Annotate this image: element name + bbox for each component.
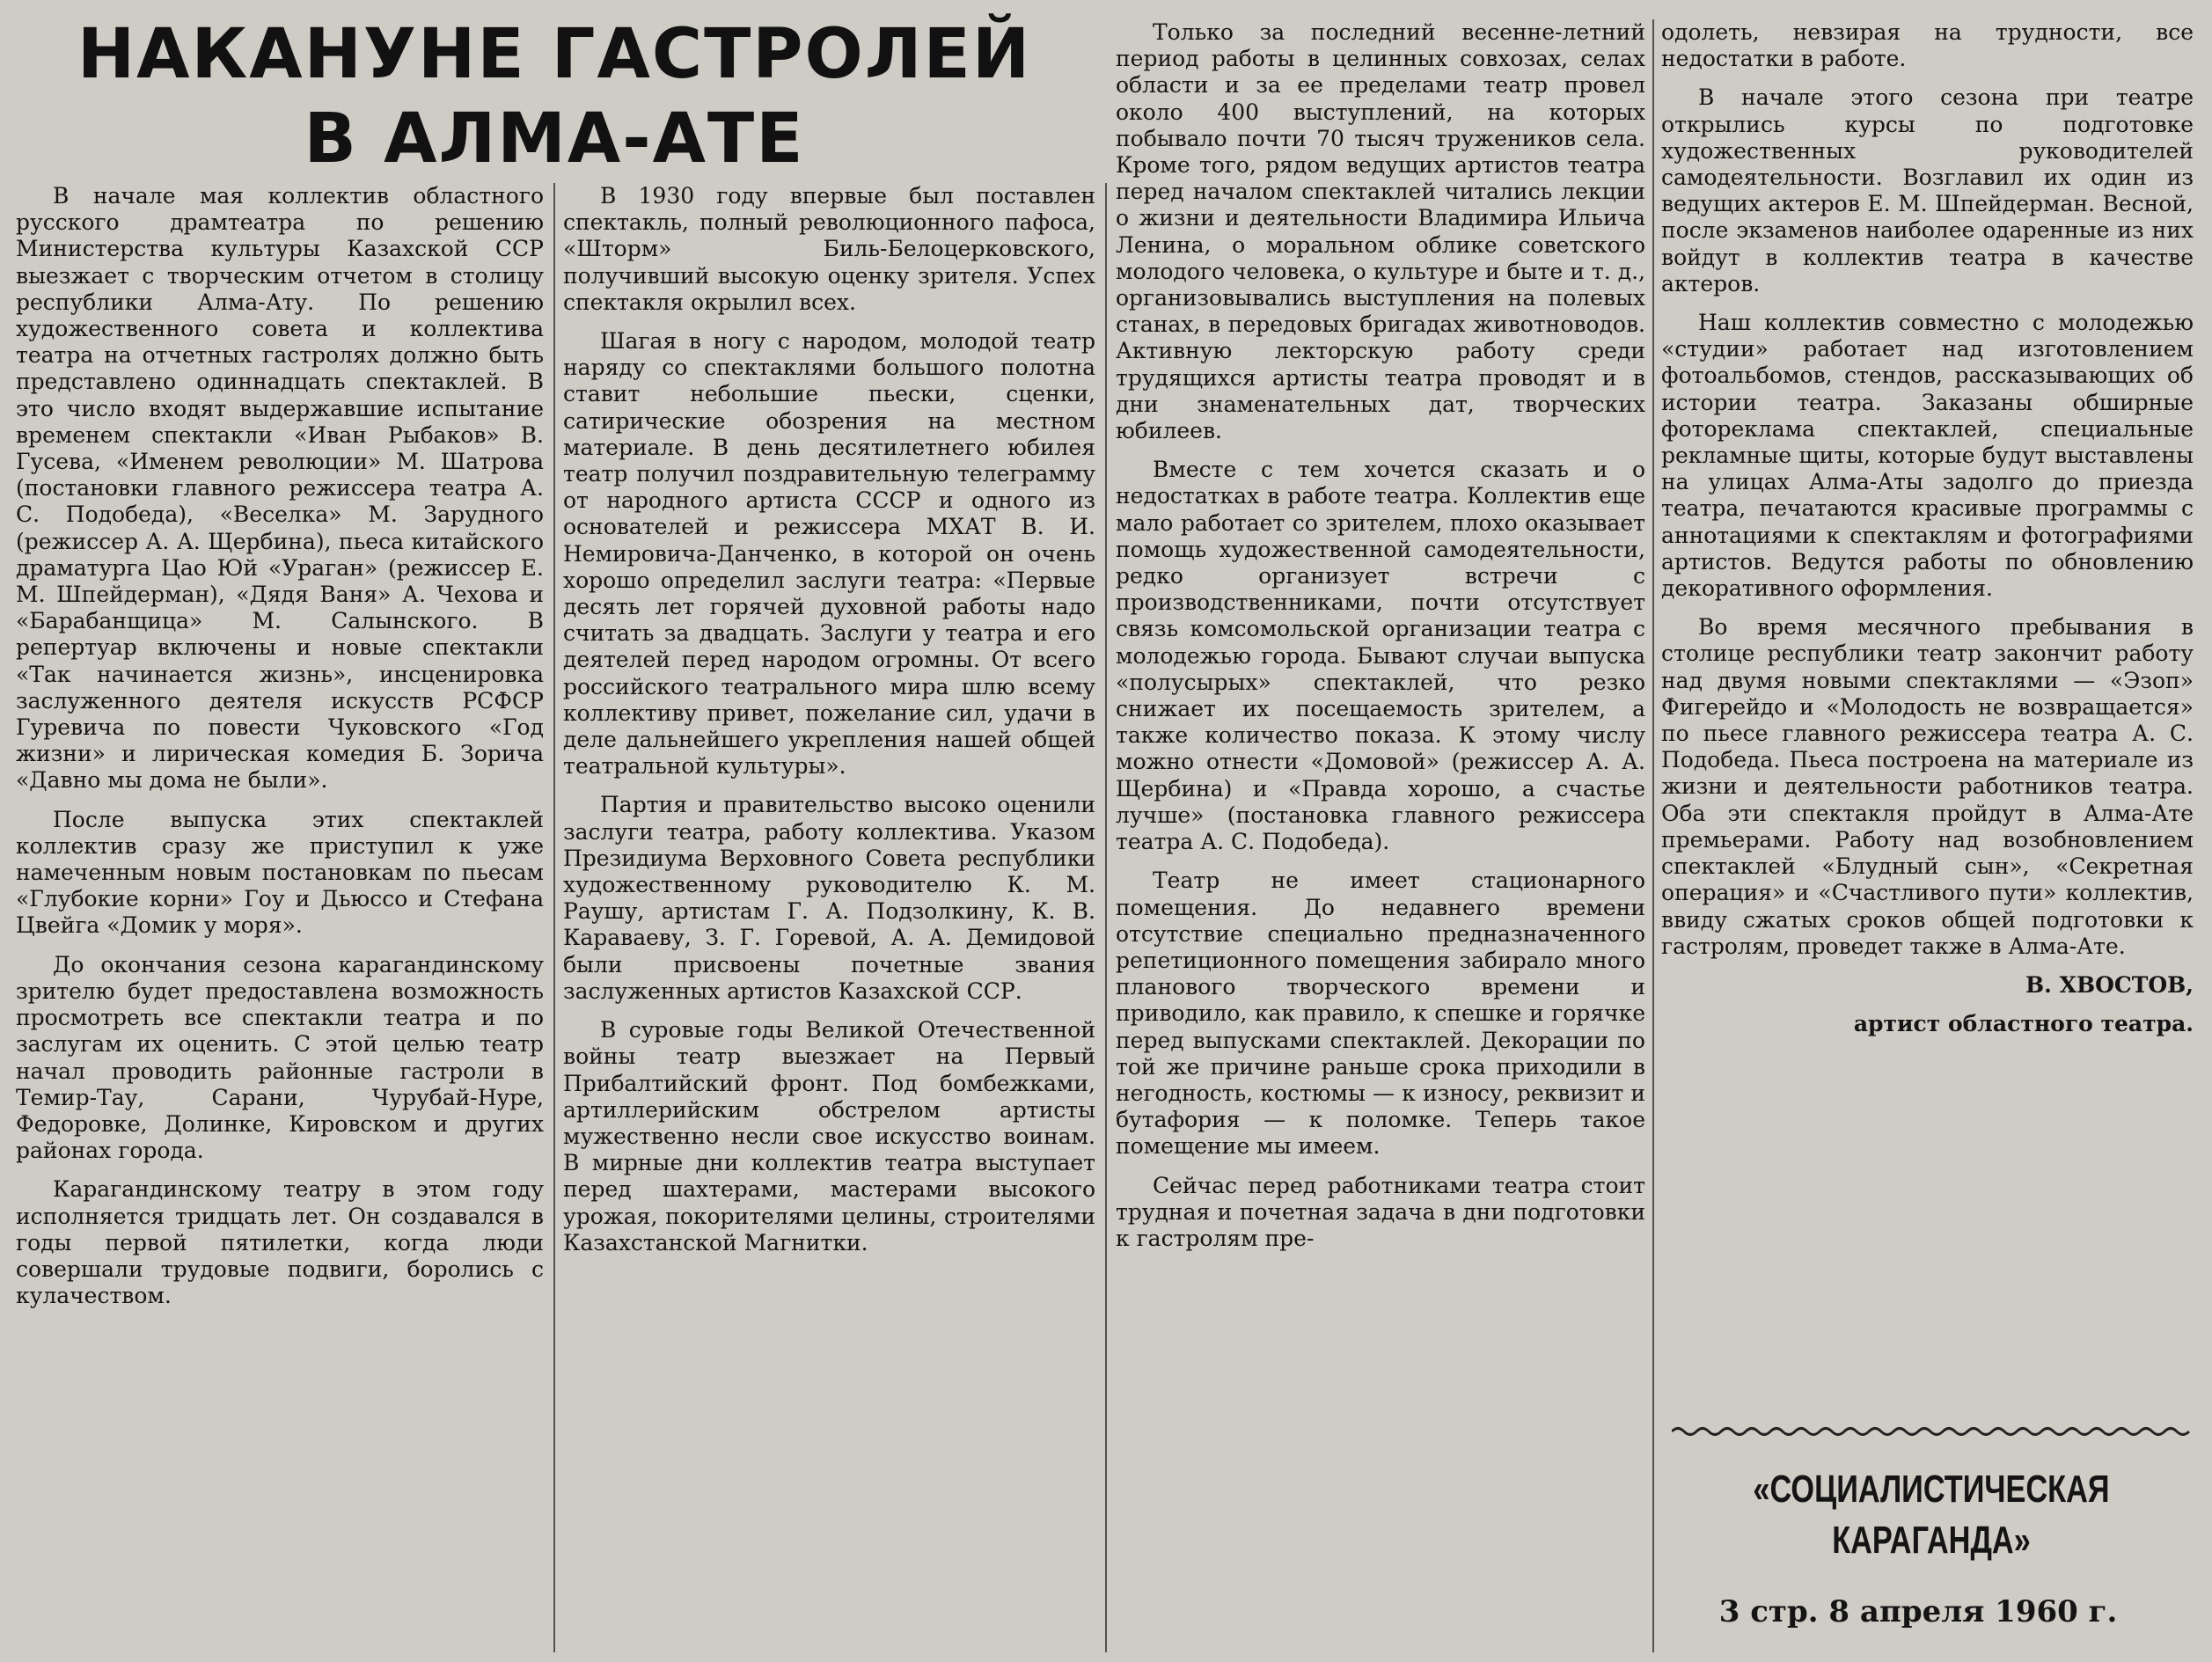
- paragraph: В 1930 году впервые был поставлен спектакль, полный революционного пафоса, «Шторм» Биль-Белоцерковского, получивший высокую оценку зрителя. Успех спектакля окрылил всех.: [563, 183, 1095, 315]
- paragraph: В начале этого сезона при театре открылись курсы по подготовке художественных руководителей самодеятельности. Возглавил их один из ведущих актеров Е. М. Шпейдерман. Весной, после экзаменов наиболее одаренные из них войдут в коллектив театра в качестве актеров.: [1661, 84, 2194, 297]
- article-column-2: [563, 183, 1095, 1652]
- paragraph: Театр не имеет стационарного помещения. До недавнего времени отсутствие специально предназначенного репетиционного помещения забирало много планового творческого времени и приводило, как правило, к спешке и горячке перед выпусками спектаклей. Декорации по той же причине раньше срока приходили в негодность, костюмы — к износу, реквизит и бутафория — к поломке. Теперь такое помещение мы имеем.: [1116, 868, 1645, 1160]
- article-column-1: [16, 183, 544, 1652]
- paragraph: Карагандинскому театру в этом году исполняется тридцать лет. Он создавался в годы первой пятилетки, когда люди совершали трудовые подвиги, боролись с кулачеством.: [16, 1176, 544, 1309]
- headline-line-1: НАКАНУНЕ ГАСТРОЛЕЙ: [77, 15, 1032, 94]
- paragraph: Наш коллектив совместно с молодежью «студии» работает над изготовлением фотоальбомов, стендов, рассказывающих об истории театра. Заказаны обширные фотореклама спектаклей, специальные рекламные щиты, которые будут выставлены на улицах Алма-Аты задолго до приезда театра, печатаются красивые программы с аннотациями к спектаклям и фотографиями артистов. Ведутся работы по обновлению декоративного оформления.: [1661, 310, 2194, 602]
- author-name: В. ХВОСТОВ,: [2025, 971, 2194, 998]
- column-divider: [553, 183, 555, 1652]
- paragraph: Шагая в ногу с народом, молодой театр наряду со спектаклями большого полотна ставит небольшие пьески, сценки, сатирические обозрения на местном материале. В день десятилетнего юбилея театр получил поздравительную телеграмму от народного артиста СССР и одного из основателей и режиссера МХАТ В. И. Немировича-Данченко, в которой он очень хорошо определил заслуги театра: «Первые десять лет горячей духовной работы надо считать за двадцать. Заслуги у театра и его деятелей перед народом огромны. От всего российского театрального мира шлю всему коллективу привет, пожелание сил, удачи в деле дальнейшего укрепления нашей общей театральной культуры».: [563, 328, 1095, 780]
- paragraph: Во время месячного пребывания в столице республики театр закончит работу над двумя новыми спектаклями — «Эзоп» Фигерейдо и «Молодость не возвращается» по пьесе главного режиссера театра А. С. Подобеда. Пьеса построена на материале из жизни и деятельности работников театра. Оба эти спектакля пройдут в Алма-Ате премьерами. Работу над возобновлением спектаклей «Блудный сын», «Секретная операция» и «Счастливого пути» коллектив, ввиду сжатых сроков общей подготовки к гастролям, проведет также в Алма-Ате.: [1661, 614, 2194, 959]
- headline: [53, 12, 1056, 188]
- wavy-divider: [1672, 1425, 2191, 1438]
- paragraph: Партия и правительство высоко оценили заслуги театра, работу коллектива. Указом Президиума Верховного Совета республики художественному руководителю К. М. Раушу, артистам Г. А. Подзолкину, К. В. Караваеву, З. Г. Горевой, А. А. Демидовой были присвоены почетные звания заслуженных артистов Казахской ССР.: [563, 792, 1095, 1004]
- page-date: 3 стр. 8 апреля 1960 г.: [1718, 1594, 2118, 1629]
- article-column-3: [1116, 19, 1645, 1652]
- article-column-4: [1661, 19, 2194, 1322]
- paragraph: Вместе с тем хочется сказать и о недостатках в работе театра. Коллектив еще мало работает со зрителем, плохо оказывает помощь художественной самодеятельности, редко организует встречи с производственниками, почти отсутствует связь комсомольской организации театра с молодежью города. Бывают случаи выпуска «полусырых» спектаклей, что резко снижает их посещаемость зрителем, а также количество показа. К этому числу можно отнести «Домовой» (режиссер А. А. Щербина) и «Правда хорошо, а счастье лучше» (постановка главного режиссера театра А. С. Подобеда).: [1116, 457, 1645, 855]
- paragraph: Сейчас перед работниками театра стоит трудная и почетная задача в дни подготовки к гастролям пре-: [1116, 1172, 1645, 1251]
- column-divider: [1105, 183, 1107, 1652]
- paragraph: В суровые годы Великой Отечественной войны театр выезжает на Первый Прибалтийский фронт. Под бомбежками, артиллерийским обстрелом артисты мужественно несли свое искусство воинам. В мирные дни коллектив театра выступает перед шахтерами, мастерами высокого урожая, покорителями целины, строителями Казахстанской Магнитки.: [563, 1017, 1095, 1256]
- column-divider: [1652, 19, 1654, 1652]
- paragraph: Только за последний весенне-летний период работы в целинных совхозах, селах области и за ее пределами театр провел около 400 выступлений, на которых побывало почти 70 тысяч тружеников села. Кроме того, рядом ведущих артистов театра перед началом спектаклей читались лекции о жизни и деятельности Владимира Ильича Ленина, о моральном облике советского молодого человека, о культуре и быте и т. д., организовывались выступления на полевых станах, в передовых бригадах животноводов. Активную лекторскую работу среди трудящихся артисты театра проводят и в дни знаменательных дат, творческих юбилеев.: [1116, 19, 1645, 444]
- paragraph: В начале мая коллектив областного русского драмтеатра по решению Министерства культуры Казахской ССР выезжает с творческим отчетом в столицу республики Алма-Ату. По решению художественного совета и коллектива театра на отчетных гастролях должно быть представлено одиннадцать спектаклей. В это число входят выдержавшие испытание временем спектакли «Иван Рыбаков» В. Гусева, «Именем революции» М. Шатрова (постановки главного режиссера театра А. С. Подобеда), «Веселка» М. Зарудного (режиссер А. А. Щербина), пьеса китайского драматурга Цао Юй «Ураган» (режиссер Е. М. Шпейдерман), «Дядя Ваня» А. Чехова и «Барабанщица» М. Салынского. В репертуар включены и новые спектакли «Так начинается жизнь», инсценировка заслуженного деятеля искусств РСФСР Гуревича по повести Чуковского «Год жизни» и лирическая комедия Б. Зорича «Давно мы дома не были».: [16, 183, 544, 794]
- author-title: артист областного театра.: [1853, 1011, 2194, 1037]
- source-line-2: КАРАГАНДА»: [1832, 1519, 2031, 1562]
- paragraph: После выпуска этих спектаклей коллектив сразу же приступил к уже намеченным новым постановкам по пьесам «Глубокие корни» Гоу и Дьюссо и Стефана Цвейга «Домик у моря».: [16, 806, 544, 939]
- paragraph: одолеть, невзирая на трудности, все недостатки в работе.: [1661, 19, 2194, 72]
- newspaper-source: [1729, 1464, 2134, 1566]
- headline-line-2: В АЛМА-АТЕ: [304, 99, 805, 179]
- paragraph: До окончания сезона карагандинскому зрителю будет предоставлена возможность просмотреть все спектакли театра и по заслугам их оценить. С этой целью театр начал проводить районные гастроли в Темир-Тау, Сарани, Чурубай-Нуре, Федоровке, Долинке, Кировском и других районах города.: [16, 951, 544, 1164]
- source-line-1: «СОЦИАЛИСТИЧЕСКАЯ: [1753, 1468, 2110, 1511]
